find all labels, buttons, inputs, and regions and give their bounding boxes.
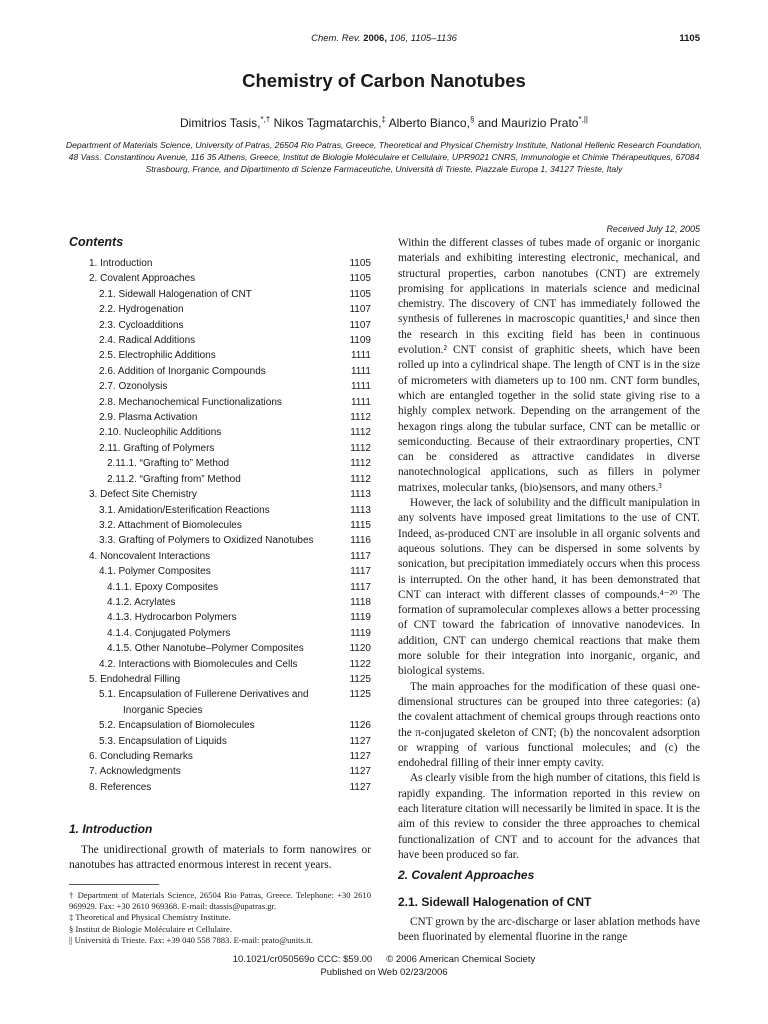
received-date: Received July 12, 2005 bbox=[606, 224, 700, 234]
toc-entry-page: 1117 bbox=[350, 550, 371, 562]
toc-entry-label: 2.1. Sidewall Halogenation of CNT bbox=[99, 288, 252, 300]
toc-entry[interactable] bbox=[69, 533, 371, 548]
toc-entry-page: 1127 bbox=[349, 735, 371, 747]
toc-entry-label: 2.10. Nucleophilic Additions bbox=[99, 427, 222, 439]
author-name: Maurizio Prato bbox=[501, 116, 579, 130]
toc-entry-page: 1111 bbox=[350, 350, 371, 362]
toc-entry-label: 7. Acknowledgments bbox=[89, 766, 181, 778]
toc-entry-label: 4.1. Polymer Composites bbox=[99, 566, 211, 578]
toc-entry-label: 2.7. Ozonolysis bbox=[99, 381, 168, 393]
toc-entry[interactable] bbox=[69, 364, 371, 379]
toc-entry[interactable] bbox=[69, 595, 371, 610]
toc-entry-page: 1105 bbox=[349, 258, 371, 269]
toc-entry-page: 1112 bbox=[350, 458, 371, 470]
toc-entry-page: 1127 bbox=[349, 766, 371, 778]
toc-entry-label: 8. References bbox=[89, 781, 152, 793]
toc-entry-label: 4. Noncovalent Interactions bbox=[89, 550, 211, 562]
copyright-line: © 2006 American Chemical Society bbox=[386, 954, 536, 965]
toc-entry-label: 6. Concluding Remarks bbox=[89, 751, 193, 762]
toc-entry-page: 1112 bbox=[350, 412, 371, 424]
toc-entry[interactable] bbox=[69, 549, 371, 564]
footnote: § Institut de Biologie Moléculaire et Cellulaire. bbox=[69, 923, 233, 934]
toc-entry[interactable] bbox=[69, 333, 371, 348]
toc-entry[interactable] bbox=[69, 718, 371, 733]
journal-volume: 106, bbox=[389, 33, 409, 44]
introduction-text: The unidirectional growth of materials to form nanowires or nanotubes has attracted enormous interest in recent years. bbox=[69, 844, 371, 872]
toc-entry-page: 1118 bbox=[350, 596, 371, 608]
toc-entry-page: 1112 bbox=[350, 473, 371, 485]
toc-entry-page: 1112 bbox=[350, 442, 371, 454]
toc-entry-label: 2.2. Hydrogenation bbox=[99, 304, 184, 316]
body-paragraph: Within the different classes of tubes made of organic or inorganic materials and exhibiting interesting electronic, mechanical, and structural properties, carbon nanotubes (CNT) are extremely promising for applications in materials science and medicinal chemistry. The discovery of CNT has immediately followed the synthesis of fullerenes in macroscopic quantities,¹ and since then the research in this exciting field has been in continuous evolution.² CNT consist of graphitic sheets, which have been rolled up into a cylindrical shape. The length of CNT is in the size of micrometers with diameters up to 100 nm. CNT form bundles, which are entangled together in the solid state giving rise to a highly complex network. Depending on the arrangement of the hexagon rings along the tubular surface, CNT can be metallic or semiconducting. Because of their extraordinary properties, CNT can be considered as attractive candidates in diverse nanotechnological applications, such as fillers in polymer matrixes, molecular tanks, (bio)sensors, and many others.³ bbox=[398, 237, 700, 494]
toc-entry-page: 1126 bbox=[349, 720, 371, 732]
contents-heading: Contents bbox=[69, 235, 124, 249]
toc-entry-label: 2.3. Cycloadditions bbox=[99, 319, 184, 331]
toc-entry-label: 5.3. Encapsulation of Liquids bbox=[99, 735, 227, 747]
toc-entry-page: 1115 bbox=[350, 519, 371, 531]
toc-entry-label: 4.2. Interactions with Biomolecules and Cells bbox=[99, 658, 298, 670]
author-name: Nikos Tagmatarchis, bbox=[273, 116, 382, 130]
toc-entry-label: 2.9. Plasma Activation bbox=[99, 412, 198, 424]
toc-entry-label: 4.1.2. Acrylates bbox=[107, 596, 176, 608]
toc-entry[interactable] bbox=[69, 657, 371, 672]
toc-entry-page: 1107 bbox=[349, 319, 371, 331]
toc-entry-page: 1117 bbox=[350, 581, 371, 593]
author-name: Alberto Bianco, bbox=[388, 116, 470, 130]
toc-entry-page: 1112 bbox=[350, 427, 371, 439]
journal-citation bbox=[0, 33, 768, 44]
toc-entry-label: 3.1. Amidation/Esterification Reactions bbox=[99, 504, 270, 516]
toc-entry-label: 4.1.4. Conjugated Polymers bbox=[107, 627, 231, 639]
toc-entry-page: 1119 bbox=[350, 612, 371, 624]
toc-entry[interactable] bbox=[69, 287, 371, 302]
toc-entry[interactable] bbox=[69, 734, 371, 749]
toc-entry[interactable] bbox=[69, 348, 371, 363]
page-footer bbox=[0, 953, 768, 979]
toc-entry-page: 1107 bbox=[349, 304, 371, 316]
author-separator: and bbox=[474, 116, 502, 130]
page-number: 1105 bbox=[679, 33, 700, 44]
toc-entry[interactable] bbox=[69, 256, 371, 271]
affiliations: Department of Materials Science, University of Patras, 26504 Rio Patras, Greece, Theoretical and Physical Chemistry Institute, National Hellenic Research Foundation, 48 Vass. Constantinou Avenue, 116 35 Athens, Greece, Institut de Biologie Moléculaire et Cellulaire, UPR9021 CNRS, Immunologie et Chimie Thérapeutiques, 67084 Strasbourg, France, and Dipartimento di Scienze Farmaceutiche, Università di Trieste, Piazzale Europa 1, 34127 Trieste, Italy bbox=[65, 140, 703, 175]
toc-entry-page: 1125 bbox=[349, 673, 371, 685]
toc-entry-label: 5.2. Encapsulation of Biomolecules bbox=[99, 720, 255, 732]
toc-entry[interactable] bbox=[69, 626, 371, 641]
author-list bbox=[0, 115, 768, 130]
toc-entry[interactable] bbox=[69, 703, 371, 718]
toc-entry[interactable] bbox=[69, 425, 371, 440]
toc-entry-label: 1. Introduction bbox=[89, 258, 153, 269]
toc-entry-label: 5. Endohedral Filling bbox=[89, 673, 181, 685]
toc-entry-page: 1127 bbox=[349, 781, 371, 793]
toc-entry[interactable] bbox=[69, 271, 371, 286]
toc-entry[interactable] bbox=[69, 564, 371, 579]
toc-entry[interactable] bbox=[69, 318, 371, 333]
toc-entry-label: 2.4. Radical Additions bbox=[99, 335, 196, 347]
toc-entry-label: 4.1.1. Epoxy Composites bbox=[107, 581, 219, 593]
toc-entry-page: 1105 bbox=[349, 273, 371, 285]
toc-entry[interactable] bbox=[69, 687, 371, 702]
toc-entry[interactable] bbox=[69, 302, 371, 317]
toc-entry[interactable] bbox=[69, 503, 371, 518]
toc-entry-page: 1127 bbox=[349, 751, 371, 762]
toc-entry-label: 4.1.5. Other Nanotube–Polymer Composites bbox=[107, 643, 304, 655]
toc-entry[interactable] bbox=[69, 487, 371, 502]
toc-entry[interactable] bbox=[69, 472, 371, 487]
toc-entry[interactable] bbox=[69, 410, 371, 425]
toc-entry[interactable] bbox=[69, 610, 371, 625]
author-affiliation-mark: § bbox=[469, 115, 475, 124]
toc-entry-label: 5.1. Encapsulation of Fullerene Derivatives and bbox=[99, 689, 309, 701]
footnote: ‡ Theoretical and Physical Chemistry Institute. bbox=[69, 912, 231, 923]
author-affiliation-mark: *,† bbox=[260, 115, 271, 124]
toc-entry[interactable] bbox=[69, 580, 371, 595]
article-title: Chemistry of Carbon Nanotubes bbox=[242, 70, 526, 91]
toc-entry-page: 1120 bbox=[349, 643, 371, 655]
published-line: Published on Web 02/23/2006 bbox=[320, 967, 448, 978]
toc-entry-page: 1113 bbox=[350, 504, 371, 516]
toc-entry[interactable] bbox=[69, 441, 371, 456]
toc-entry-page bbox=[347, 703, 371, 718]
toc-entry-label: 2.11.1. “Grafting to” Method bbox=[107, 458, 230, 470]
toc-entry-page: 1105 bbox=[349, 288, 371, 300]
body-paragraph: The main approaches for the modification of these quasi one-dimensional structures can be grouped into three categories: (a) the covalent attachment of chemical groups through reactions onto the π-conjugated skeleton of CNT; (b) the noncovalent adsorption or wrapping of various functional molecules; and (c) the endohedral filling of their inner empty cavity. bbox=[398, 680, 700, 770]
toc-entry[interactable] bbox=[69, 764, 371, 779]
section-2-1-text: CNT grown by the arc-discharge or laser ablation methods have been fluorinated by elemental fluorine in the range bbox=[398, 916, 700, 944]
toc-entry-label: 2.11.2. “Grafting from” Method bbox=[107, 473, 241, 485]
toc-entry-page: 1111 bbox=[350, 396, 371, 408]
journal-name: Chem. Rev. bbox=[311, 33, 361, 44]
toc-entry-label: Inorganic Species bbox=[123, 704, 203, 716]
toc-entry-label: 2.6. Addition of Inorganic Compounds bbox=[99, 365, 266, 377]
toc-entry-page: 1116 bbox=[350, 535, 371, 547]
toc-entry[interactable] bbox=[69, 456, 371, 471]
toc-entry[interactable] bbox=[69, 395, 371, 410]
author-name: Dimitrios Tasis, bbox=[180, 116, 261, 130]
toc-entry[interactable] bbox=[69, 672, 371, 687]
toc-entry-label: 3.3. Grafting of Polymers to Oxidized Nanotubes bbox=[99, 535, 314, 547]
toc-entry[interactable] bbox=[69, 379, 371, 394]
body-paragraph: However, the lack of solubility and the difficult manipulation in any solvents have imposed great limitations to the use of CNT. Indeed, as-produced CNT are insoluble in all organic solvents and aqueous solutions. They can be dispersed in some solvents by sonication, but precipitation immediately occurs when this process is interrupted. On the other hand, it has been demonstrated that CNT can interact with different classes of compounds.⁴⁻²⁰ The formation of supramolecular complexes allows a better processing of CNT toward the fabrication of innovative nanodevices. In addition, CNT can undergo chemical reactions that make them more soluble for their integration into inorganic, organic, and biological systems. bbox=[398, 497, 700, 678]
toc-entry[interactable] bbox=[69, 749, 371, 764]
toc-entry-page: 1111 bbox=[350, 365, 371, 377]
journal-year: 2006, bbox=[363, 33, 387, 44]
section-2-1-heading: 2.1. Sidewall Halogenation of CNT bbox=[398, 895, 592, 909]
table-of-contents bbox=[69, 256, 371, 795]
toc-entry-page: 1111 bbox=[350, 381, 371, 393]
body-paragraph: As clearly visible from the high number of citations, this field is rapidly expanding. The information reported in this review on each literature citation will necessarily be limited in space. It is the aim of this review to consider the three approaches to chemical functionalization of CNT and to account for the advances that have been produced so far. bbox=[398, 772, 700, 861]
author-affiliation-mark: *,|| bbox=[578, 115, 588, 124]
toc-entry-label: 2.11. Grafting of Polymers bbox=[99, 442, 215, 454]
body-right-column bbox=[398, 236, 700, 863]
footnote: || Università di Trieste. Fax: +39 040 558 7883. E-mail: prato@units.it. bbox=[69, 934, 313, 945]
toc-entry-page: 1119 bbox=[350, 627, 371, 639]
toc-entry-label: 3.2. Attachment of Biomolecules bbox=[99, 519, 242, 531]
toc-entry[interactable] bbox=[69, 641, 371, 656]
toc-entry[interactable] bbox=[69, 780, 371, 795]
toc-entry-label: 2.5. Electrophilic Additions bbox=[99, 350, 216, 362]
footnote-divider bbox=[69, 884, 159, 885]
author-affiliation-mark: ‡ bbox=[381, 115, 386, 124]
toc-entry-label: 2.8. Mechanochemical Functionalizations bbox=[99, 396, 282, 408]
toc-entry[interactable] bbox=[69, 518, 371, 533]
toc-entry-label: 3. Defect Site Chemistry bbox=[89, 489, 197, 501]
toc-entry-page: 1117 bbox=[350, 566, 371, 578]
introduction-heading: 1. Introduction bbox=[69, 822, 153, 836]
toc-entry-page: 1125 bbox=[349, 689, 371, 701]
footnotes bbox=[69, 890, 371, 946]
footnote: † Department of Materials Science, 26504 Rio Patras, Greece. Telephone: +30 2610 969929. Fax: +30 2610 969368. E-mail: dtassis@upatras.gr. bbox=[69, 890, 371, 912]
section-2-heading: 2. Covalent Approaches bbox=[398, 868, 535, 882]
toc-entry-label: 2. Covalent Approaches bbox=[89, 273, 196, 285]
toc-entry-page: 1113 bbox=[350, 489, 371, 501]
journal-pages: 1105–1136 bbox=[410, 33, 457, 44]
toc-entry-page: 1122 bbox=[349, 658, 371, 670]
doi-line: 10.1021/cr050569o CCC: $59.00 bbox=[232, 954, 373, 965]
toc-entry-page: 1109 bbox=[349, 335, 371, 347]
toc-entry-label: 4.1.3. Hydrocarbon Polymers bbox=[107, 612, 237, 624]
